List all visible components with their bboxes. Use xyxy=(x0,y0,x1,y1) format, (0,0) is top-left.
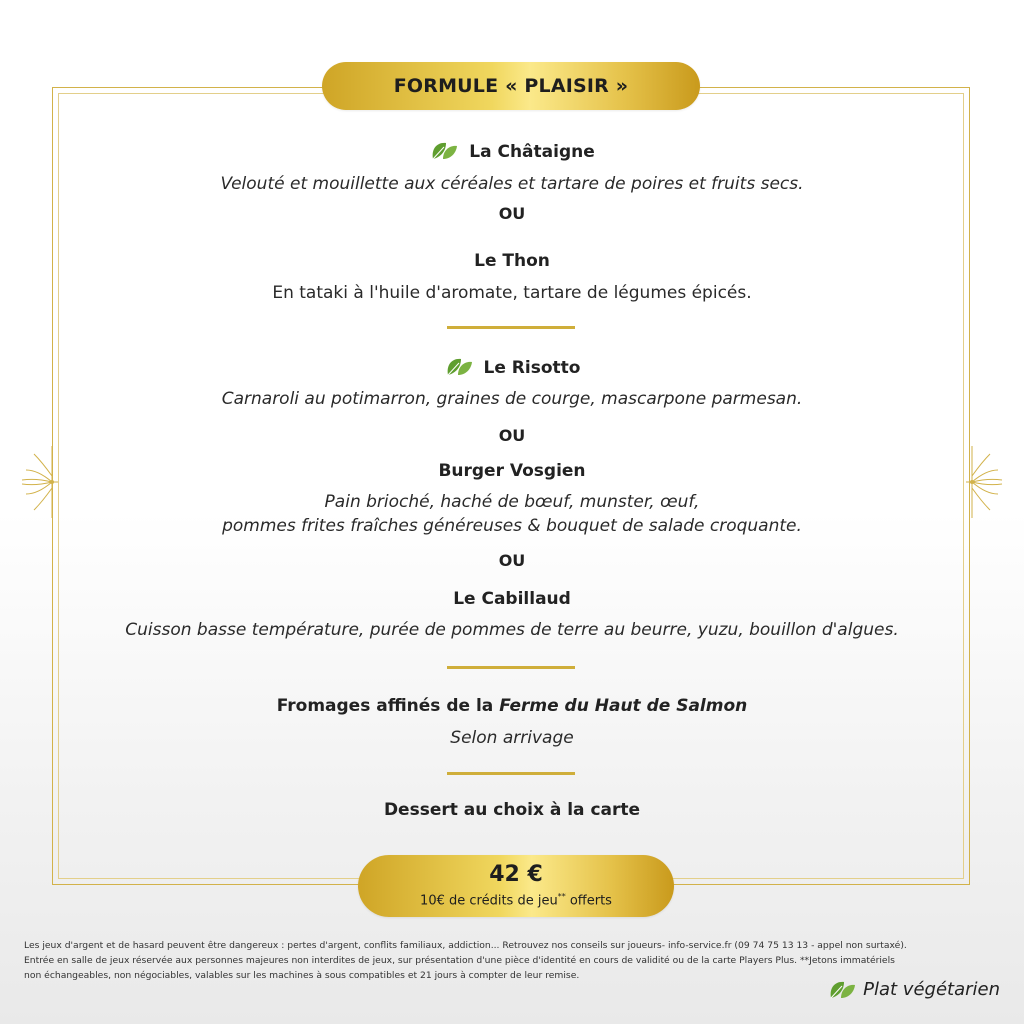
credits-suffix: offerts xyxy=(565,893,612,909)
dessert-name: Dessert au choix à la carte xyxy=(383,800,641,820)
vegetarian-legend xyxy=(827,978,1000,1000)
starter-option-1-name: La Châtaigne xyxy=(469,142,595,162)
or-separator: OU xyxy=(498,551,526,570)
legal-notice xyxy=(24,938,1004,983)
main-option-3-description: Cuisson basse température, purée de pommes de terre au beurre, yuzu, bouillon d'algues. xyxy=(125,620,899,640)
cheese-description: Selon arrivage xyxy=(450,728,574,748)
cheese-farm-name: Ferme du Haut de Salmon xyxy=(499,696,748,716)
main-option-1-description: Carnaroli au potimarron, graines de courge, mascarpone parmesan. xyxy=(221,389,803,409)
main-option-1-title xyxy=(0,358,1024,378)
main-option-2-description-line1: Pain brioché, haché de bœuf, munster, œuf, xyxy=(324,492,700,512)
game-credits-text xyxy=(420,888,612,910)
credits-prefix: 10€ de crédits de jeu xyxy=(420,893,558,909)
vegetarian-leaf-icon xyxy=(827,978,857,1000)
or-separator: OU xyxy=(498,204,526,223)
vegetarian-leaf-icon xyxy=(444,355,474,377)
starter-option-2-description: En tataki à l'huile d'aromate, tartare de légumes épicés. xyxy=(272,283,752,303)
formula-title: FORMULE « PLAISIR » xyxy=(393,75,629,97)
formula-title-banner xyxy=(322,62,700,110)
price-banner xyxy=(358,855,674,917)
main-option-1-name: Le Risotto xyxy=(483,358,581,378)
legal-line-2: Entrée en salle de jeux réservée aux personnes majeures non interdites de jeux, sur présentation d'une pièce d'identité en cours de validité ou de la carte Players Plus. **Jetons immatériels xyxy=(24,955,895,966)
section-divider xyxy=(447,326,575,329)
starter-option-1-description: Velouté et mouillette aux céréales et tartare de poires et fruits secs. xyxy=(220,174,804,194)
price-amount: 42 € xyxy=(489,861,543,887)
or-separator: OU xyxy=(498,426,526,445)
vegetarian-leaf-icon xyxy=(429,139,459,161)
starter-option-2-name: Le Thon xyxy=(474,251,550,271)
main-option-3-name: Le Cabillaud xyxy=(453,589,571,609)
cheese-title xyxy=(0,696,1024,716)
main-option-2-description-line2: pommes frites fraîches généreuses & bouquet de salade croquante. xyxy=(222,516,802,536)
credits-footnote-mark: ** xyxy=(557,891,566,901)
cheese-name: Fromages affinés de la xyxy=(276,696,500,716)
legal-line-3: non échangeables, non négociables, valables sur les machines à sous compatibles et 21 jours à compter de leur remise. xyxy=(24,970,580,981)
section-divider xyxy=(447,772,575,775)
legal-line-1: Les jeux d'argent et de hasard peuvent être dangereux : pertes d'argent, conflits familiaux, addiction... Retrouvez nos conseils sur joueurs- info-service.fr (09 74 75 13 13 - appel non surtaxé). xyxy=(24,940,907,951)
main-option-2-name: Burger Vosgien xyxy=(438,461,586,481)
vegetarian-legend-label: Plat végétarien xyxy=(863,978,1000,1000)
starter-option-1-title xyxy=(0,142,1024,162)
section-divider xyxy=(447,666,575,669)
